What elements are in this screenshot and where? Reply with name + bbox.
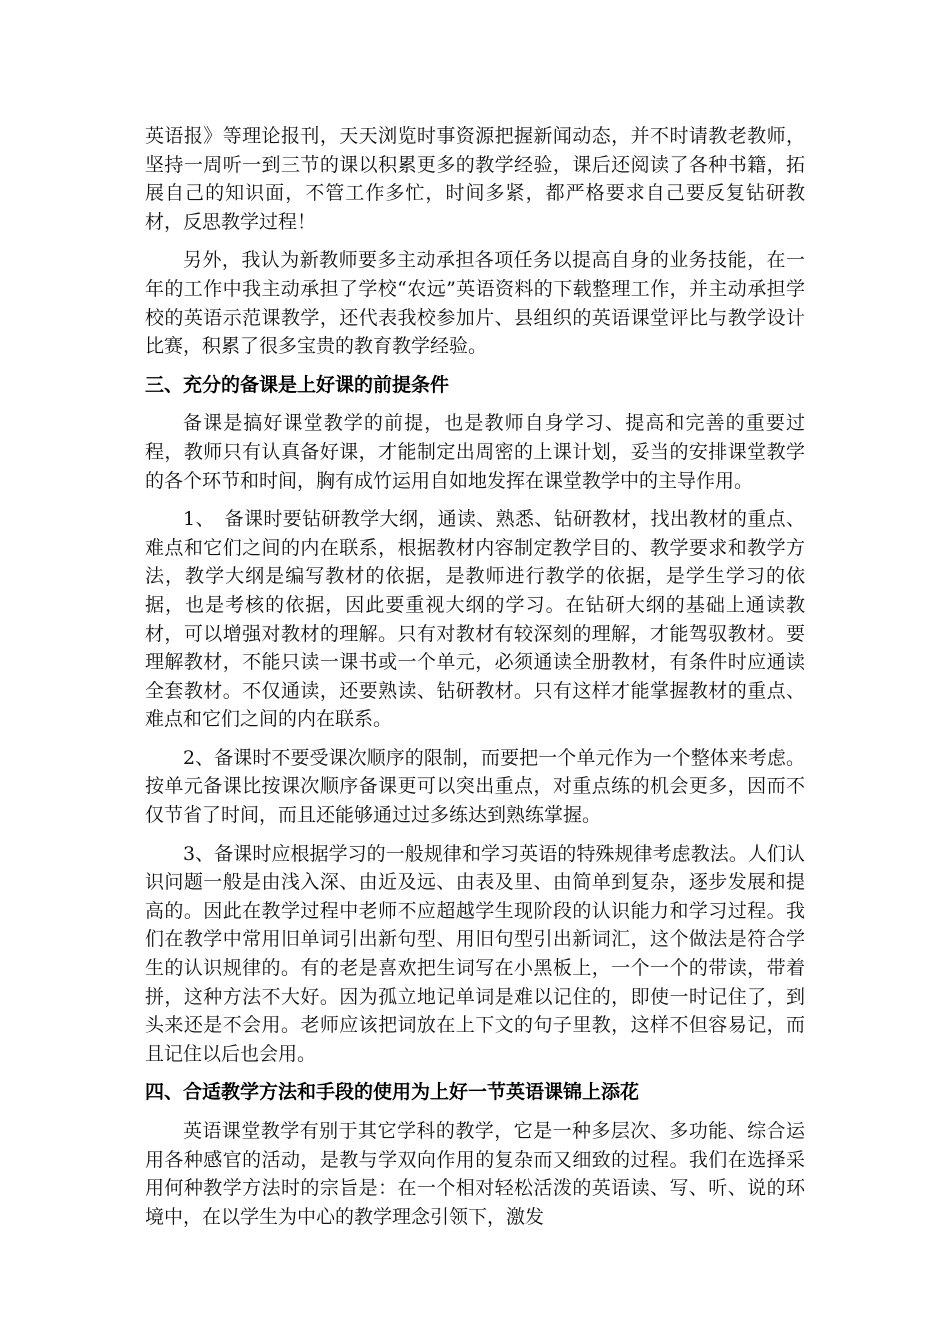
document-body [145, 122, 805, 1241]
paragraph-prep-point-3: 3、备课时应根据学习的一般规律和学习英语的特殊规律考虑教法。人们认识问题一般是由浅入深、由近及远、由表及里、由简单到复杂，逐步发展和提高的。因此在教学过程中老师不应超越学生现阶段的认识能力和学习过程。我们在教学中常用旧单词引出新句型、用旧句型引出新词汇，这个做法是符合学生的认识规律的。有的老是喜欢把生词写在小黑板上，一个一个的带读，带着拼，这种方法不大好。因为孤立地记单词是难以记住的，即使一时记住了，到头来还是不会用。老师应该把词放在上下文的句子里教，这样不但容易记，而且记住以后也会用。 [145, 842, 805, 1065]
section-heading-4: 四、合适教学方法和手段的使用为上好一节英语课锦上添花 [145, 1081, 640, 1104]
paragraph-teaching-methods: 英语课堂教学有别于其它学科的教学，它是一种多层次、多功能、综合运用各种感官的活动，是教与学双向作用的复杂而又细致的过程。我们在选择采用何种教学方法时的宗旨是：在一个相对轻松活泼的英语读、写、听、说的环境中，在以学生为中心的教学理念引领下，激发 [145, 1120, 805, 1228]
paragraph-prep-point-1: 1、 备课时要钻研教学大纲，通读、熟悉、钻研教材，找出教材的重点、难点和它们之间的内在联系，根据教材内容制定教学目的、教学要求和教学方法，教学大纲是编写教材的依据，是教师进行教学的依据，是学生学习的依据，也是考核的依据，因此要重视大纲的学习。在钻研大纲的基础上通读教材，可以增强对教材的理解。只有对教材有较深刻的理解，才能驾驭教材。要理解教材，不能只读一课书或一个单元，必须通读全册教材，有条件时应通读全套教材。不仅通读，还要熟读、钻研教材。只有这样才能掌握教材的重点、难点和它们之间的内在联系。 [145, 508, 805, 731]
paragraph-lesson-prep-intro: 备课是搞好课堂教学的前提，也是教师自身学习、提高和完善的重要过程，教师只有认真备好课，才能制定出周密的上课计划，妥当的安排课堂教学的各个环节和时间，胸有成竹运用自如地发挥在课堂教学中的主导作用。 [145, 412, 805, 492]
section-heading-3: 三、充分的备课是上好课的前提条件 [145, 373, 450, 396]
paragraph-continued: 英语报》等理论报刊，天天浏览时事资源把握新闻动态，并不时请教老教师，坚持一周听一到三节的课以积累更多的教学经验，课后还阅读了各种书籍，拓展自己的知识面，不管工作多忙，时间多紧，都严格要求自己要反复钻研教材，反思教学过程！ [145, 125, 805, 233]
paragraph-prep-point-2: 2、备课时不要受课次顺序的限制，而要把一个单元作为一个整体来考虑。按单元备课比按课次顺序备课更可以突出重点，对重点练的机会更多，因而不仅节省了时间，而且还能够通过过多练达到熟练掌握。 [145, 746, 805, 827]
paragraph-new-teacher-tasks: 另外，我认为新教师要多主动承担各项任务以提高自身的业务技能，在一年的工作中我主动承担了学校“农远”英语资料的下载整理工作，并主动承担学校的英语示范课教学，还代表我校参加片、县组织的英语课堂评比与教学设计比赛，积累了很多宝贵的教育教学经验。 [145, 249, 805, 358]
